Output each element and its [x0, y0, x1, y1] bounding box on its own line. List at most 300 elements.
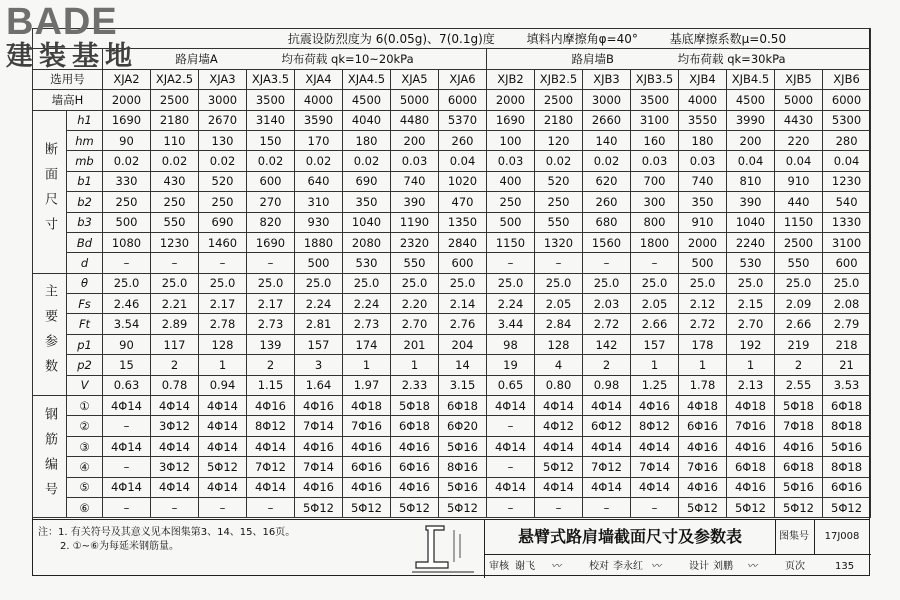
value-cell: 98	[487, 334, 535, 354]
value-cell: 170	[295, 130, 343, 150]
value-cell: 157	[631, 334, 679, 354]
code-cell: XJA4.5	[343, 69, 391, 89]
page-number: 135	[835, 561, 855, 572]
value-cell: 142	[583, 334, 631, 354]
value-cell: 4Φ16	[295, 436, 343, 456]
value-cell: 7Φ16	[343, 416, 391, 436]
reviewer-signature: 〰	[551, 561, 561, 572]
value-cell: 600	[247, 171, 295, 191]
value-cell: 2.73	[247, 314, 295, 334]
select-label: 选用号	[33, 69, 103, 89]
value-cell: 910	[679, 212, 727, 232]
value-cell: 2	[247, 355, 295, 375]
code-cell: XJA2	[103, 69, 151, 89]
parameter-symbol: θ	[67, 273, 103, 293]
value-cell: 6Φ18	[391, 416, 439, 436]
value-cell: 2.24	[487, 294, 535, 314]
value-cell: 3.44	[487, 314, 535, 334]
value-cell: 300	[631, 192, 679, 212]
value-cell: 1.25	[631, 375, 679, 395]
value-cell: 5Φ12	[727, 497, 775, 517]
value-cell: 2.15	[727, 294, 775, 314]
value-cell: 4Φ14	[487, 477, 535, 497]
value-cell: 2.21	[151, 294, 199, 314]
value-cell: 260	[583, 192, 631, 212]
value-cell: 430	[151, 171, 199, 191]
value-cell: 4Φ16	[679, 436, 727, 456]
value-cell: 470	[439, 192, 487, 212]
value-cell: 7Φ16	[727, 416, 775, 436]
value-cell: 0.80	[535, 375, 583, 395]
value-cell: 5Φ12	[343, 497, 391, 517]
value-cell: –	[535, 253, 583, 273]
value-cell: 5Φ12	[391, 497, 439, 517]
value-cell: 25.0	[583, 273, 631, 293]
value-cell: 1.64	[295, 375, 343, 395]
value-cell: 1320	[535, 232, 583, 252]
designer-name: 刘鹏	[713, 561, 733, 572]
value-cell: 0.65	[487, 375, 535, 395]
value-cell: 120	[535, 130, 583, 150]
value-cell: 1	[631, 355, 679, 375]
value-cell: 1	[391, 355, 439, 375]
value-cell: 0.04	[823, 151, 871, 171]
value-cell: 4Φ16	[343, 436, 391, 456]
value-cell: 2.70	[391, 314, 439, 334]
value-cell: 1690	[103, 110, 151, 130]
value-cell: 2240	[727, 232, 775, 252]
value-cell: 174	[343, 334, 391, 354]
value-cell: 7Φ18	[775, 416, 823, 436]
value-cell: 204	[439, 334, 487, 354]
value-cell: 6Φ18	[439, 396, 487, 416]
value-cell: 4Φ16	[391, 436, 439, 456]
value-cell: 4Φ14	[199, 477, 247, 497]
value-cell: 5Φ12	[823, 497, 871, 517]
value-cell: 690	[199, 212, 247, 232]
value-cell: 3.54	[103, 314, 151, 334]
value-cell: 1150	[487, 232, 535, 252]
value-cell: 930	[295, 212, 343, 232]
value-cell: 500	[295, 253, 343, 273]
value-cell: 25.0	[199, 273, 247, 293]
check-label: 校对	[589, 561, 609, 572]
table-row	[33, 253, 871, 273]
value-cell: 3.53	[823, 375, 871, 395]
value-cell: 4Φ16	[391, 477, 439, 497]
height-cell: 6000	[439, 90, 487, 110]
base-friction: 基底摩擦系数μ=0.50	[669, 32, 787, 47]
note-1: 注：1. 有关符号及其意义见本图集第3、14、15、16页。	[38, 527, 296, 538]
value-cell: 390	[391, 192, 439, 212]
value-cell: 0.03	[631, 151, 679, 171]
value-cell: 2660	[583, 110, 631, 130]
value-cell: 4Φ14	[487, 436, 535, 456]
value-cell: 7Φ14	[295, 457, 343, 477]
value-cell: 2.78	[199, 314, 247, 334]
parameter-symbol: h1	[67, 110, 103, 130]
table-row	[33, 396, 871, 416]
value-cell: 690	[343, 171, 391, 191]
value-cell: 2.76	[439, 314, 487, 334]
atlas-number: 17J008	[824, 531, 860, 542]
value-cell: 1	[199, 355, 247, 375]
code-cell: XJB4.5	[727, 69, 775, 89]
value-cell: 157	[295, 334, 343, 354]
value-cell: 2.81	[295, 314, 343, 334]
designer-signature: 〰	[747, 561, 757, 572]
logo-bottom-text: 建装基地	[6, 41, 138, 72]
value-cell: 330	[103, 171, 151, 191]
table-row	[33, 294, 871, 314]
value-cell: 0.02	[535, 151, 583, 171]
value-cell: 110	[151, 130, 199, 150]
parameter-symbol: ⑤	[67, 477, 103, 497]
checker-signature: 〰	[651, 561, 661, 572]
value-cell: –	[199, 497, 247, 517]
value-cell: 4	[535, 355, 583, 375]
table-row	[33, 212, 871, 232]
value-cell: 4Φ16	[679, 477, 727, 497]
value-cell: 4Φ14	[535, 396, 583, 416]
value-cell: 1190	[391, 212, 439, 232]
value-cell: 810	[727, 171, 775, 191]
value-cell: 3	[295, 355, 343, 375]
parameter-symbol: b2	[67, 192, 103, 212]
value-cell: 350	[343, 192, 391, 212]
value-cell: –	[583, 497, 631, 517]
value-cell: 25.0	[295, 273, 343, 293]
value-cell: 180	[343, 130, 391, 150]
value-cell: 0.02	[295, 151, 343, 171]
value-cell: 160	[631, 130, 679, 150]
value-cell: 139	[247, 334, 295, 354]
value-cell: 200	[727, 130, 775, 150]
value-cell: 620	[583, 171, 631, 191]
value-cell: 4Φ16	[727, 477, 775, 497]
parameter-symbol: b1	[67, 171, 103, 191]
parameter-table	[32, 28, 871, 518]
value-cell: 2.09	[775, 294, 823, 314]
value-cell: 600	[823, 253, 871, 273]
value-cell: 0.02	[103, 151, 151, 171]
value-cell: 6Φ16	[391, 457, 439, 477]
value-cell: 0.04	[439, 151, 487, 171]
value-cell: 2.79	[823, 314, 871, 334]
value-cell: 250	[487, 192, 535, 212]
value-cell: 4Φ14	[199, 436, 247, 456]
value-cell: 400	[487, 171, 535, 191]
value-cell: 2670	[199, 110, 247, 130]
value-cell: 0.04	[775, 151, 823, 171]
value-cell: 6Φ18	[727, 457, 775, 477]
value-cell: 820	[247, 212, 295, 232]
value-cell: 4Φ14	[631, 477, 679, 497]
value-cell: 5Φ16	[823, 436, 871, 456]
value-cell: 6Φ18	[823, 396, 871, 416]
value-cell: 218	[823, 334, 871, 354]
value-cell: 550	[391, 253, 439, 273]
value-cell: 6Φ16	[823, 477, 871, 497]
value-cell: 0.03	[487, 151, 535, 171]
value-cell: 4Φ14	[247, 477, 295, 497]
value-cell: 21	[823, 355, 871, 375]
value-cell: 2.55	[775, 375, 823, 395]
value-cell: –	[103, 497, 151, 517]
value-cell: 4Φ14	[103, 477, 151, 497]
value-cell: 2180	[535, 110, 583, 130]
value-cell: 1040	[727, 212, 775, 232]
value-cell: 4Φ14	[151, 477, 199, 497]
table-row	[33, 232, 871, 252]
value-cell: 1020	[439, 171, 487, 191]
value-cell: 2840	[439, 232, 487, 252]
reviewer-name: 谢飞	[515, 561, 535, 572]
value-cell: 740	[679, 171, 727, 191]
sign-row	[484, 554, 871, 578]
value-cell: 25.0	[343, 273, 391, 293]
value-cell: 90	[103, 334, 151, 354]
page-label: 页次	[785, 561, 805, 572]
code-cell: XJB3	[583, 69, 631, 89]
value-cell: 2000	[679, 232, 727, 252]
parameter-symbol: p1	[67, 334, 103, 354]
height-cell: 2000	[487, 90, 535, 110]
value-cell: 3.15	[439, 375, 487, 395]
height-cell: 4500	[727, 90, 775, 110]
value-cell: 3100	[631, 110, 679, 130]
value-cell: 5Φ12	[535, 457, 583, 477]
value-cell: 219	[775, 334, 823, 354]
value-cell: 2080	[343, 232, 391, 252]
value-cell: 6Φ16	[679, 416, 727, 436]
code-cell: XJB4	[679, 69, 727, 89]
value-cell: 0.03	[679, 151, 727, 171]
value-cell: –	[199, 253, 247, 273]
value-cell: 7Φ12	[247, 457, 295, 477]
value-cell: 2.70	[727, 314, 775, 334]
parameter-symbol: ③	[67, 436, 103, 456]
value-cell: 192	[727, 334, 775, 354]
value-cell: 6Φ16	[343, 457, 391, 477]
value-cell: 350	[679, 192, 727, 212]
value-cell: 4Φ14	[535, 477, 583, 497]
height-cell: 2000	[103, 90, 151, 110]
value-cell: 2	[151, 355, 199, 375]
value-cell: 1040	[343, 212, 391, 232]
value-cell: 4Φ14	[199, 416, 247, 436]
friction-angle: 填料内摩擦角φ=40°	[526, 32, 638, 47]
value-cell: 4040	[343, 110, 391, 130]
value-cell: 270	[247, 192, 295, 212]
code-cell: XJA6	[439, 69, 487, 89]
value-cell: 4Φ14	[583, 436, 631, 456]
value-cell: 2.05	[535, 294, 583, 314]
group-a-load: 均布荷载 qk=10~20kPa	[281, 52, 414, 67]
value-cell: 640	[295, 171, 343, 191]
value-cell: 2.03	[583, 294, 631, 314]
height-cell: 3500	[247, 90, 295, 110]
seismic-condition: 抗震设防烈度为 6(0.05g)、7(0.1g)度	[287, 32, 495, 47]
table-row	[33, 416, 871, 436]
value-cell: 500	[679, 253, 727, 273]
value-cell: 19	[487, 355, 535, 375]
parameter-symbol: b3	[67, 212, 103, 232]
value-cell: 1230	[151, 232, 199, 252]
code-cell: XJB5	[775, 69, 823, 89]
value-cell: 0.02	[199, 151, 247, 171]
value-cell: 4Φ14	[535, 436, 583, 456]
table-row	[33, 314, 871, 334]
code-cell: XJB2.5	[535, 69, 583, 89]
value-cell: 7Φ16	[679, 457, 727, 477]
value-cell: –	[631, 253, 679, 273]
height-cell: 6000	[823, 90, 871, 110]
value-cell: 14	[439, 355, 487, 375]
value-cell: 128	[535, 334, 583, 354]
value-cell: 1330	[823, 212, 871, 232]
value-cell: 740	[391, 171, 439, 191]
group-b-header	[487, 49, 871, 69]
value-cell: 5Φ12	[679, 497, 727, 517]
value-cell: 4Φ18	[727, 396, 775, 416]
value-cell: 2.08	[823, 294, 871, 314]
code-cell: XJB6	[823, 69, 871, 89]
value-cell: 130	[199, 130, 247, 150]
value-cell: 0.78	[151, 375, 199, 395]
value-cell: 25.0	[487, 273, 535, 293]
value-cell: 2.46	[103, 294, 151, 314]
value-cell: 4Φ14	[583, 396, 631, 416]
value-cell: 4Φ16	[775, 436, 823, 456]
value-cell: 3100	[823, 232, 871, 252]
value-cell: 550	[151, 212, 199, 232]
height-cell: 4000	[295, 90, 343, 110]
parameter-symbol: ④	[67, 457, 103, 477]
section-label: 主要参数	[33, 273, 67, 395]
value-cell: 2.05	[631, 294, 679, 314]
value-cell: 550	[535, 212, 583, 232]
value-cell: 201	[391, 334, 439, 354]
value-cell: 4Φ18	[679, 396, 727, 416]
value-cell: 500	[103, 212, 151, 232]
value-cell: 700	[631, 171, 679, 191]
value-cell: 25.0	[535, 273, 583, 293]
value-cell: 150	[247, 130, 295, 150]
value-cell: 6Φ20	[439, 416, 487, 436]
sheet-title: 悬臂式路肩墙截面尺寸及参数表	[484, 520, 776, 554]
code-cell: XJA3.5	[247, 69, 295, 89]
value-cell: 1.97	[343, 375, 391, 395]
value-cell: 4Φ16	[343, 477, 391, 497]
value-cell: 2.72	[679, 314, 727, 334]
value-cell: –	[103, 416, 151, 436]
value-cell: 530	[343, 253, 391, 273]
height-cell: 3000	[583, 90, 631, 110]
value-cell: 310	[295, 192, 343, 212]
value-cell: 4Φ16	[631, 396, 679, 416]
value-cell: 4Φ14	[103, 436, 151, 456]
section-label: 钢筋编号	[33, 396, 67, 518]
value-cell: 8Φ12	[631, 416, 679, 436]
value-cell: 250	[535, 192, 583, 212]
value-cell: 2500	[775, 232, 823, 252]
table-row	[33, 130, 871, 150]
value-cell: 140	[583, 130, 631, 150]
value-cell: 2.66	[775, 314, 823, 334]
height-label: 墙高H	[33, 90, 103, 110]
value-cell: 4Φ16	[295, 396, 343, 416]
notes	[38, 526, 295, 554]
value-cell: 520	[199, 171, 247, 191]
table-row	[33, 273, 871, 293]
value-cell: 0.02	[247, 151, 295, 171]
value-cell: 1.78	[679, 375, 727, 395]
value-cell: –	[151, 497, 199, 517]
height-cell: 5000	[391, 90, 439, 110]
value-cell: 220	[775, 130, 823, 150]
parameter-symbol: ②	[67, 416, 103, 436]
value-cell: 5300	[823, 110, 871, 130]
value-cell: 2320	[391, 232, 439, 252]
title-block	[484, 520, 870, 577]
value-cell: –	[487, 253, 535, 273]
value-cell: 250	[103, 192, 151, 212]
value-cell: 7Φ12	[583, 457, 631, 477]
value-cell: 530	[727, 253, 775, 273]
value-cell: 7Φ14	[295, 416, 343, 436]
review-label: 审核	[489, 561, 509, 572]
value-cell: 3Φ12	[151, 416, 199, 436]
value-cell: –	[103, 253, 151, 273]
value-cell: 4Φ14	[583, 477, 631, 497]
value-cell: 1690	[247, 232, 295, 252]
value-cell: 4480	[391, 110, 439, 130]
value-cell: 5Φ16	[439, 477, 487, 497]
value-cell: 5Φ12	[199, 457, 247, 477]
value-cell: 4Φ14	[199, 396, 247, 416]
table-row	[33, 457, 871, 477]
table-row	[33, 436, 871, 456]
value-cell: 2	[775, 355, 823, 375]
value-cell: 128	[199, 334, 247, 354]
checker-name: 李永红	[613, 561, 643, 572]
value-cell: 4Φ14	[151, 436, 199, 456]
value-cell: 1.15	[247, 375, 295, 395]
value-cell: 4Φ16	[727, 436, 775, 456]
note-2: 2. ①~⑥为每延米钢筋量。	[60, 541, 180, 552]
code-cell: XJA4	[295, 69, 343, 89]
value-cell: 2.12	[679, 294, 727, 314]
value-cell: 2.17	[199, 294, 247, 314]
value-cell: 2180	[151, 110, 199, 130]
value-cell: 6Φ18	[775, 457, 823, 477]
value-cell: 1080	[103, 232, 151, 252]
value-cell: 2.17	[247, 294, 295, 314]
height-cell: 2500	[151, 90, 199, 110]
value-cell: –	[103, 457, 151, 477]
table-row	[33, 477, 871, 497]
parameter-symbol: ⑥	[67, 497, 103, 517]
value-cell: 910	[775, 171, 823, 191]
value-cell: 2.33	[391, 375, 439, 395]
value-cell: 25.0	[151, 273, 199, 293]
section-label: 断面尺寸	[33, 110, 67, 273]
value-cell: 25.0	[631, 273, 679, 293]
value-cell: 6Φ12	[583, 416, 631, 436]
value-cell: 2.13	[727, 375, 775, 395]
value-cell: –	[247, 253, 295, 273]
